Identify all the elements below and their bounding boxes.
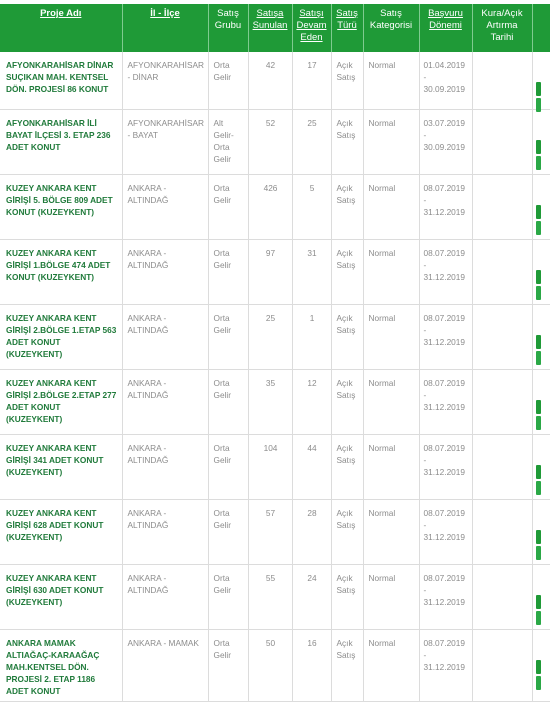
action-button-edge[interactable] <box>536 481 541 495</box>
action-button-edge[interactable] <box>536 205 541 219</box>
action-button-edge[interactable] <box>536 286 541 300</box>
table-row[interactable] <box>0 240 550 305</box>
cell-basvuru-donemi: 08.07.2019 - 31.12.2019 <box>419 240 472 305</box>
row-action-edge[interactable] <box>532 565 550 630</box>
cell-satis-grubu: Orta Gelir <box>208 52 248 110</box>
row-action-edge[interactable] <box>532 370 550 435</box>
action-button-edge[interactable] <box>536 82 541 96</box>
row-action-edge[interactable] <box>532 52 550 110</box>
cell-basvuru-donemi: 08.07.2019 - 31.12.2019 <box>419 370 472 435</box>
cell-basvuru-donemi: 08.07.2019 - 31.12.2019 <box>419 435 472 500</box>
cell-satis-kategorisi: Normal <box>363 500 419 565</box>
cell-satisi-devam-eden: 17 <box>292 52 331 110</box>
cell-basvuru-donemi: 03.07.2019 - 30.09.2019 <box>419 110 472 175</box>
action-button-edge[interactable] <box>536 611 541 625</box>
header-kura-tarihi: Kura/Açık Artırma Tarihi <box>472 4 532 52</box>
action-button-edge[interactable] <box>536 270 541 284</box>
table-row[interactable] <box>0 565 550 630</box>
cell-project-name[interactable]: AFYONKARAHİSAR İLİ BAYAT İLÇESİ 3. ETAP 236 ADET KONUT <box>0 110 122 175</box>
cell-satis-grubu: Orta Gelir <box>208 305 248 370</box>
cell-satis-turu: Açık Satış <box>331 110 363 175</box>
header-satis-kategorisi: Satış Kategorisi <box>363 4 419 52</box>
cell-il-ilce: ANKARA - ALTINDAĞ <box>122 175 208 240</box>
cell-kura-tarihi <box>472 175 532 240</box>
cell-satis-grubu: Orta Gelir <box>208 565 248 630</box>
cell-satis-grubu: Orta Gelir <box>208 370 248 435</box>
action-button-edge[interactable] <box>536 335 541 349</box>
table-row[interactable] <box>0 305 550 370</box>
cell-satis-grubu: Orta Gelir <box>208 240 248 305</box>
projects-table <box>0 4 550 702</box>
cell-satisa-sunulan: 55 <box>248 565 292 630</box>
action-button-edge[interactable] <box>536 465 541 479</box>
header-satisa-sunulan[interactable]: Satışa Sunulan <box>248 4 292 52</box>
cell-il-ilce: ANKARA - ALTINDAĞ <box>122 500 208 565</box>
cell-il-ilce: ANKARA - ALTINDAĞ <box>122 435 208 500</box>
row-action-edge[interactable] <box>532 435 550 500</box>
cell-satis-grubu: Orta Gelir <box>208 435 248 500</box>
cell-satisa-sunulan: 25 <box>248 305 292 370</box>
table-row[interactable] <box>0 110 550 175</box>
action-button-edge[interactable] <box>536 595 541 609</box>
cell-satis-grubu: Orta Gelir <box>208 630 248 702</box>
cell-satisi-devam-eden: 5 <box>292 175 331 240</box>
cell-satisa-sunulan: 104 <box>248 435 292 500</box>
row-action-edge[interactable] <box>532 175 550 240</box>
action-button-edge[interactable] <box>536 351 541 365</box>
cell-il-ilce: AFYONKARAHİSAR - DİNAR <box>122 52 208 110</box>
cell-kura-tarihi <box>472 565 532 630</box>
action-button-edge[interactable] <box>536 660 541 674</box>
cell-kura-tarihi <box>472 630 532 702</box>
table-row[interactable] <box>0 500 550 565</box>
cell-satis-kategorisi: Normal <box>363 565 419 630</box>
cell-satis-kategorisi: Normal <box>363 370 419 435</box>
cell-basvuru-donemi: 01.04.2019 - 30.09.2019 <box>419 52 472 110</box>
header-satisi-devam-eden[interactable]: Satışı Devam Eden <box>292 4 331 52</box>
cell-satisi-devam-eden: 12 <box>292 370 331 435</box>
cell-basvuru-donemi: 08.07.2019 - 31.12.2019 <box>419 630 472 702</box>
cell-basvuru-donemi: 08.07.2019 - 31.12.2019 <box>419 305 472 370</box>
cell-kura-tarihi <box>472 52 532 110</box>
action-button-edge[interactable] <box>536 156 541 170</box>
cell-satisi-devam-eden: 25 <box>292 110 331 175</box>
cell-project-name[interactable]: KUZEY ANKARA KENT GİRİŞİ 2.BÖLGE 2.ETAP 277 ADET KONUT (KUZEYKENT) <box>0 370 122 435</box>
cell-satis-kategorisi: Normal <box>363 110 419 175</box>
row-action-edge[interactable] <box>532 305 550 370</box>
table-row[interactable] <box>0 435 550 500</box>
table-row[interactable] <box>0 370 550 435</box>
cell-project-name[interactable]: KUZEY ANKARA KENT GİRİŞİ 630 ADET KONUT (KUZEYKENT) <box>0 565 122 630</box>
action-button-edge[interactable] <box>536 140 541 154</box>
cell-satisi-devam-eden: 28 <box>292 500 331 565</box>
table-row[interactable] <box>0 175 550 240</box>
cell-satis-kategorisi: Normal <box>363 52 419 110</box>
cell-satis-turu: Açık Satış <box>331 500 363 565</box>
cell-satisi-devam-eden: 31 <box>292 240 331 305</box>
header-il-ilce[interactable]: İl - İlçe <box>122 4 208 52</box>
row-action-edge[interactable] <box>532 110 550 175</box>
cell-satisi-devam-eden: 24 <box>292 565 331 630</box>
action-button-edge[interactable] <box>536 546 541 560</box>
cell-project-name[interactable]: KUZEY ANKARA KENT GİRİŞİ 628 ADET KONUT (KUZEYKENT) <box>0 500 122 565</box>
cell-il-ilce: ANKARA - ALTINDAĞ <box>122 240 208 305</box>
cell-satis-turu: Açık Satış <box>331 370 363 435</box>
cell-basvuru-donemi: 08.07.2019 - 31.12.2019 <box>419 500 472 565</box>
cell-satis-kategorisi: Normal <box>363 240 419 305</box>
cell-satis-grubu: Alt Gelir-Orta Gelir <box>208 110 248 175</box>
cell-satis-turu: Açık Satış <box>331 435 363 500</box>
row-action-edge[interactable] <box>532 630 550 702</box>
header-satis-grubu: Satış Grubu <box>208 4 248 52</box>
cell-project-name[interactable]: AFYONKARAHİSAR DİNAR SUÇIKAN MAH. KENTSEL DÖN. PROJESİ 86 KONUT <box>0 52 122 110</box>
cell-project-name[interactable]: KUZEY ANKARA KENT GİRİŞİ 341 ADET KONUT (KUZEYKENT) <box>0 435 122 500</box>
cell-project-name[interactable]: KUZEY ANKARA KENT GİRİŞİ 5. BÖLGE 809 ADET KONUT (KUZEYKENT) <box>0 175 122 240</box>
cell-il-ilce: ANKARA - ALTINDAĞ <box>122 565 208 630</box>
cell-satis-grubu: Orta Gelir <box>208 500 248 565</box>
cell-satisi-devam-eden: 1 <box>292 305 331 370</box>
cell-satisi-devam-eden: 44 <box>292 435 331 500</box>
cell-satis-kategorisi: Normal <box>363 630 419 702</box>
cell-kura-tarihi <box>472 240 532 305</box>
cell-kura-tarihi <box>472 305 532 370</box>
action-button-edge[interactable] <box>536 530 541 544</box>
cell-satis-kategorisi: Normal <box>363 435 419 500</box>
cell-basvuru-donemi: 08.07.2019 - 31.12.2019 <box>419 565 472 630</box>
cell-satis-turu: Açık Satış <box>331 240 363 305</box>
cell-satisa-sunulan: 57 <box>248 500 292 565</box>
cell-il-ilce: AFYONKARAHİSAR - BAYAT <box>122 110 208 175</box>
header-edge <box>532 4 550 52</box>
cell-kura-tarihi <box>472 110 532 175</box>
action-button-edge[interactable] <box>536 221 541 235</box>
cell-satis-kategorisi: Normal <box>363 175 419 240</box>
cell-satisa-sunulan: 97 <box>248 240 292 305</box>
cell-satis-grubu: Orta Gelir <box>208 175 248 240</box>
table-header-row <box>0 4 550 52</box>
cell-satisa-sunulan: 35 <box>248 370 292 435</box>
cell-il-ilce: ANKARA - MAMAK <box>122 630 208 702</box>
row-action-edge[interactable] <box>532 240 550 305</box>
cell-basvuru-donemi: 08.07.2019 - 31.12.2019 <box>419 175 472 240</box>
cell-kura-tarihi <box>472 435 532 500</box>
cell-satis-turu: Açık Satış <box>331 175 363 240</box>
cell-satisi-devam-eden: 16 <box>292 630 331 702</box>
table-row[interactable] <box>0 630 550 702</box>
cell-il-ilce: ANKARA - ALTINDAĞ <box>122 305 208 370</box>
action-button-edge[interactable] <box>536 416 541 430</box>
table-row[interactable] <box>0 52 550 110</box>
header-proje[interactable]: Proje Adı <box>0 4 122 52</box>
cell-satis-kategorisi: Normal <box>363 305 419 370</box>
action-button-edge[interactable] <box>536 400 541 414</box>
cell-project-name[interactable]: ANKARA MAMAK ALTIAĞAÇ-KARAAĞAÇ MAH.KENTSEL DÖN. PROJESİ 2. ETAP 1186 ADET KONUT <box>0 630 122 702</box>
cell-satisa-sunulan: 52 <box>248 110 292 175</box>
cell-il-ilce: ANKARA - ALTINDAĞ <box>122 370 208 435</box>
cell-satisa-sunulan: 426 <box>248 175 292 240</box>
cell-kura-tarihi <box>472 370 532 435</box>
cell-kura-tarihi <box>472 500 532 565</box>
cell-satis-turu: Açık Satış <box>331 52 363 110</box>
action-button-edge[interactable] <box>536 676 541 690</box>
cell-satis-turu: Açık Satış <box>331 565 363 630</box>
header-basvuru-donemi[interactable]: Başvuru Dönemi <box>419 4 472 52</box>
cell-project-name[interactable]: KUZEY ANKARA KENT GİRİŞİ 2.BÖLGE 1.ETAP 563 ADET KONUT (KUZEYKENT) <box>0 305 122 370</box>
cell-satis-turu: Açık Satış <box>331 630 363 702</box>
row-action-edge[interactable] <box>532 500 550 565</box>
header-satis-turu[interactable]: Satış Türü <box>331 4 363 52</box>
cell-satisa-sunulan: 42 <box>248 52 292 110</box>
cell-project-name[interactable]: KUZEY ANKARA KENT GİRİŞİ 1.BÖLGE 474 ADET KONUT (KUZEYKENT) <box>0 240 122 305</box>
cell-satis-turu: Açık Satış <box>331 305 363 370</box>
cell-satisa-sunulan: 50 <box>248 630 292 702</box>
